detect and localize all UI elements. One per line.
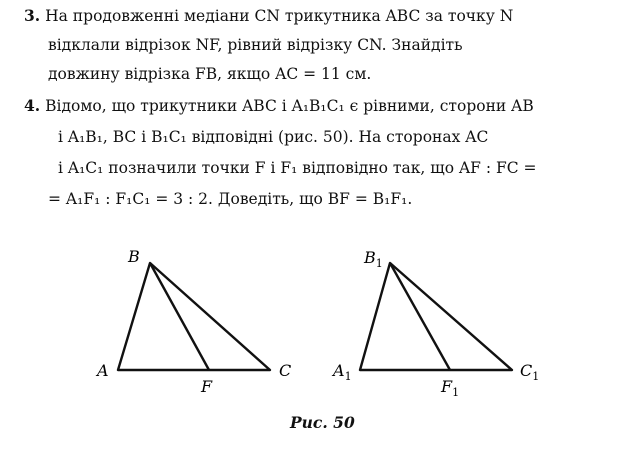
problem-3-number: 3. (24, 6, 41, 25)
label-c1: $C_1$ (520, 361, 540, 383)
label-c: C (279, 361, 292, 380)
triangle-abc (118, 263, 270, 370)
segment-b1f1 (390, 263, 450, 370)
label-f1: $F_1$ (441, 377, 460, 399)
problem-4-number: 4. (24, 96, 41, 115)
problem-3-line-3: довжину відрізка FB, якщо AC = 11 см. (48, 65, 372, 83)
problem-4-line-2: і A₁B₁, BC і B₁C₁ відповідні (рис. 50). На сторонах AC (58, 128, 489, 146)
segment-bf (150, 263, 209, 370)
problem-4-line-4: = A₁F₁ : F₁C₁ = 3 : 2. Доведіть, що BF = B₁F₁. (48, 190, 413, 208)
triangle-a1b1c1-outline (360, 263, 512, 370)
problem-3-line-2: відклали відрізок NF, рівний відрізку CN. Знайдіть (48, 36, 463, 54)
label-b: B (128, 247, 140, 266)
label-b1: $B_1$ (364, 248, 383, 270)
problem-3-line-1: 3. На продовженні медіани CN трикутника ABC за точку N (24, 6, 514, 25)
triangle-a1b1c1 (360, 263, 512, 370)
problem-4-line-3: і A₁C₁ позначили точки F і F₁ відповідно так, що AF : FC = (58, 159, 537, 177)
figure-caption: Рис. 50 (290, 413, 355, 432)
problem-4-line-1: 4. Відомо, що трикутники ABC і A₁B₁C₁ є рівними, сторони AB (24, 96, 534, 115)
label-f: F (201, 377, 213, 396)
label-a1: $A_1$ (333, 361, 352, 383)
triangle-abc-outline (118, 263, 270, 370)
label-a: A (97, 361, 109, 380)
